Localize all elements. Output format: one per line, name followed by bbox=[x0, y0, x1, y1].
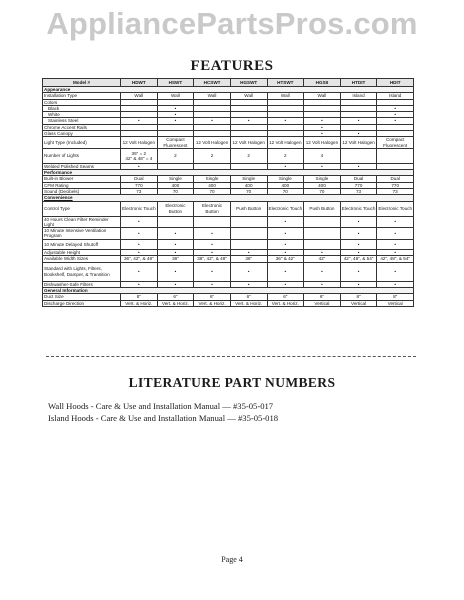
table-cell: • bbox=[340, 118, 377, 124]
table-cell: 70 bbox=[157, 188, 194, 194]
features-table bbox=[42, 78, 414, 307]
table-cell: 400 bbox=[230, 182, 267, 188]
table-cell: 70 bbox=[194, 188, 231, 194]
row-label: Stainless Steel bbox=[43, 118, 121, 124]
table-cell: Single bbox=[194, 176, 231, 182]
table-cell: • bbox=[267, 262, 304, 281]
table-cell: • bbox=[340, 262, 377, 281]
table-cell: Vert. & Horiz. bbox=[267, 300, 304, 306]
table-cell: 42", 48", & 54" bbox=[340, 256, 377, 262]
row-label: Installation Type bbox=[43, 93, 121, 99]
table-cell: • bbox=[340, 163, 377, 169]
row-label: Light Type (Included) bbox=[43, 137, 121, 149]
table-row bbox=[43, 148, 414, 163]
table-cell: 400 bbox=[157, 182, 194, 188]
table-cell bbox=[230, 239, 267, 250]
wall-hoods-manual: Wall Hoods - Care & Use and Installation Manual — #35-05-017 bbox=[48, 401, 274, 411]
table-cell: 70 bbox=[267, 188, 304, 194]
table-cell: • bbox=[267, 216, 304, 228]
table-cell: • bbox=[194, 281, 231, 287]
table-cell: 12 Volt Halogen bbox=[230, 137, 267, 149]
table-cell: • bbox=[267, 228, 304, 240]
section-label: Appearance bbox=[43, 87, 414, 93]
column-header-hswt: HSWT bbox=[157, 79, 194, 87]
table-cell: • bbox=[340, 228, 377, 240]
table-cell: • bbox=[157, 262, 194, 281]
table-cell: Vert. & Horiz. bbox=[194, 300, 231, 306]
table-cell: • bbox=[377, 250, 414, 256]
table-cell: • bbox=[194, 262, 231, 281]
table-cell: 36", 42", & 48" bbox=[194, 256, 231, 262]
table-cell: 2 bbox=[267, 148, 304, 163]
literature-heading: LITERATURE PART NUMBERS bbox=[128, 375, 336, 390]
table-cell: Push Button bbox=[230, 201, 267, 216]
column-header-htdit: HTDIT bbox=[340, 79, 377, 87]
table-cell: • bbox=[304, 130, 341, 136]
table-cell: 73 bbox=[121, 188, 158, 194]
table-cell: 12 Volt Halogen bbox=[121, 137, 158, 149]
table-cell: • bbox=[340, 250, 377, 256]
table-cell: 70 bbox=[230, 188, 267, 194]
table-cell: • bbox=[377, 262, 414, 281]
table-cell: 400 bbox=[304, 182, 341, 188]
table-cell: • bbox=[304, 118, 341, 124]
column-header-hgsii: HGSII bbox=[304, 79, 341, 87]
row-label: Colors bbox=[43, 99, 121, 105]
row-label: Welded Polished Seams bbox=[43, 163, 121, 169]
table-cell: Push Button bbox=[304, 201, 341, 216]
table-cell: Dual bbox=[121, 176, 158, 182]
table-cell: 400 bbox=[194, 182, 231, 188]
table-cell: Dual bbox=[377, 176, 414, 182]
column-header-hcswt: HCSWT bbox=[194, 79, 231, 87]
table-cell: • bbox=[121, 228, 158, 240]
table-cell: 73 bbox=[377, 188, 414, 194]
table-cell bbox=[157, 216, 194, 228]
table-cell: • bbox=[304, 250, 341, 256]
table-cell: • bbox=[157, 105, 194, 111]
row-label: Sound (Decibels) bbox=[43, 188, 121, 194]
table-cell: • bbox=[377, 239, 414, 250]
row-label: Control Type bbox=[43, 201, 121, 216]
table-cell: 2 bbox=[157, 148, 194, 163]
table-row bbox=[43, 201, 414, 216]
table-cell: • bbox=[121, 281, 158, 287]
row-label: Black bbox=[43, 105, 121, 111]
table-cell: Compact Fluorescent bbox=[157, 137, 194, 149]
table-cell: Single bbox=[267, 176, 304, 182]
table-cell: 12 Volt Halogen bbox=[304, 137, 341, 149]
row-label: CFM Rating bbox=[43, 182, 121, 188]
row-label: Available Width Sizes bbox=[43, 256, 121, 262]
table-cell: 400 bbox=[267, 182, 304, 188]
row-label: Number of Lights bbox=[43, 148, 121, 163]
table-cell: Compact Fluorescent bbox=[377, 137, 414, 149]
table-cell: 73 bbox=[340, 188, 377, 194]
table-cell: 6" bbox=[267, 294, 304, 300]
table-cell: 6" bbox=[230, 294, 267, 300]
table-cell: • bbox=[377, 228, 414, 240]
table-cell: 36" bbox=[230, 256, 267, 262]
table-cell: Single bbox=[230, 176, 267, 182]
table-cell: • bbox=[194, 228, 231, 240]
table-cell: • bbox=[157, 239, 194, 250]
table-cell: • bbox=[157, 281, 194, 287]
table-cell: 8" bbox=[340, 294, 377, 300]
column-header-hdit: HDIT bbox=[377, 79, 414, 87]
row-label: Built-in Blower bbox=[43, 176, 121, 182]
table-cell: • bbox=[304, 281, 341, 287]
row-label: 10 Minute Delayed Shutoff bbox=[43, 239, 121, 250]
table-row bbox=[43, 262, 414, 281]
table-cell: 36" bbox=[157, 256, 194, 262]
table-cell: Vertical bbox=[377, 300, 414, 306]
table-cell: • bbox=[121, 216, 158, 228]
table-cell: 4 bbox=[304, 148, 341, 163]
section-label: General Information bbox=[43, 287, 414, 293]
table-cell: • bbox=[121, 163, 158, 169]
table-cell: 6" bbox=[304, 294, 341, 300]
row-label: Standard with Lights, Filters, Bookshelf, Damper, & Transition bbox=[43, 262, 121, 281]
row-label: Adjustable Height bbox=[43, 250, 121, 256]
row-label: Dishwasher-Safe Filters bbox=[43, 281, 121, 287]
section-label: Performance bbox=[43, 170, 414, 176]
table-cell: 12 Volt Halogen bbox=[340, 137, 377, 149]
table-cell: Wall bbox=[230, 93, 267, 99]
table-cell: • bbox=[194, 239, 231, 250]
table-cell: • bbox=[267, 281, 304, 287]
table-cell: 770 bbox=[377, 182, 414, 188]
table-row bbox=[43, 228, 414, 240]
table-cell: Electronic Touch bbox=[121, 201, 158, 216]
table-cell: • bbox=[377, 112, 414, 118]
table-cell: • bbox=[157, 228, 194, 240]
table-cell: Vert. & Horiz. bbox=[157, 300, 194, 306]
table-cell: • bbox=[340, 216, 377, 228]
table-cell bbox=[230, 216, 267, 228]
table-cell: 770 bbox=[340, 182, 377, 188]
table-cell: Electronic Button bbox=[157, 201, 194, 216]
table-cell: Wall bbox=[194, 93, 231, 99]
row-label: 40 Hours Clean Filter Reminder Light bbox=[43, 216, 121, 228]
table-cell: 12 Volt Halogen bbox=[194, 137, 231, 149]
table-cell: Wall bbox=[157, 93, 194, 99]
island-hoods-manual: Island Hoods - Care & Use and Installation Manual — #35-05-018 bbox=[48, 413, 279, 423]
section-divider bbox=[46, 356, 416, 357]
table-cell: • bbox=[267, 250, 304, 256]
table-cell: 6" bbox=[157, 294, 194, 300]
table-cell: 770 bbox=[121, 182, 158, 188]
table-cell bbox=[304, 216, 341, 228]
table-cell: • bbox=[194, 250, 231, 256]
table-cell: Vert. & Horiz. bbox=[121, 300, 158, 306]
table-cell: Electronic Button bbox=[194, 201, 231, 216]
table-cell bbox=[377, 148, 414, 163]
row-label: Duct Size bbox=[43, 294, 121, 300]
table-cell: Electronic Touch bbox=[377, 201, 414, 216]
table-cell: • bbox=[377, 105, 414, 111]
table-cell: Wall bbox=[121, 93, 158, 99]
table-cell: • bbox=[230, 250, 267, 256]
row-label: White bbox=[43, 112, 121, 118]
features-heading: FEATURES bbox=[190, 58, 274, 74]
section-label: Convenience bbox=[43, 195, 414, 201]
table-cell: • bbox=[267, 118, 304, 124]
table-cell: • bbox=[304, 163, 341, 169]
table-cell: • bbox=[194, 118, 231, 124]
table-cell: • bbox=[121, 250, 158, 256]
table-cell: 36", 42", & 48" bbox=[121, 256, 158, 262]
table-cell: 12 Volt Halogen bbox=[267, 137, 304, 149]
row-label: 10 Minute Intensive Ventilation Program bbox=[43, 228, 121, 240]
table-cell: Wall bbox=[304, 93, 341, 99]
table-cell: 8" bbox=[121, 294, 158, 300]
row-label: Glass Canopy bbox=[43, 130, 121, 136]
table-cell: • bbox=[340, 239, 377, 250]
table-cell: • bbox=[157, 118, 194, 124]
page-number: Page 4 bbox=[221, 555, 243, 564]
table-cell bbox=[194, 216, 231, 228]
table-cell: • bbox=[340, 130, 377, 136]
table-cell: • bbox=[377, 118, 414, 124]
table-cell: Single bbox=[157, 176, 194, 182]
table-cell bbox=[304, 239, 341, 250]
column-header-hdwt: HDWT bbox=[121, 79, 158, 87]
table-cell: • bbox=[377, 281, 414, 287]
table-cell: Dual bbox=[340, 176, 377, 182]
table-cell: 6" bbox=[194, 294, 231, 300]
table-cell: 36" = 2 42" & 48" = 4 bbox=[121, 148, 158, 163]
table-cell: 42" bbox=[304, 256, 341, 262]
table-cell: • bbox=[340, 281, 377, 287]
table-cell: • bbox=[121, 239, 158, 250]
features-table-body bbox=[43, 87, 414, 307]
table-cell: 2 bbox=[194, 148, 231, 163]
table-cell: • bbox=[267, 163, 304, 169]
table-cell: 2 bbox=[230, 148, 267, 163]
table-cell: Vertical bbox=[304, 300, 341, 306]
table-cell: Wall bbox=[267, 93, 304, 99]
table-cell: 70 bbox=[304, 188, 341, 194]
column-header-hgswt: HGSWT bbox=[230, 79, 267, 87]
table-cell: Electronic Touch bbox=[267, 201, 304, 216]
table-cell bbox=[230, 228, 267, 240]
table-cell: Single bbox=[304, 176, 341, 182]
table-cell: • bbox=[157, 112, 194, 118]
table-cell: • bbox=[230, 262, 267, 281]
table-cell: Island bbox=[340, 93, 377, 99]
table-cell: • bbox=[230, 281, 267, 287]
table-row bbox=[43, 239, 414, 250]
table-cell bbox=[340, 148, 377, 163]
table-cell: • bbox=[230, 118, 267, 124]
header-row bbox=[43, 79, 414, 87]
table-cell: Island bbox=[377, 93, 414, 99]
column-header-htswt: HTSWT bbox=[267, 79, 304, 87]
table-cell: • bbox=[267, 239, 304, 250]
table-cell: • bbox=[121, 262, 158, 281]
row-label: Discharge Direction bbox=[43, 300, 121, 306]
column-header-model: Model # bbox=[43, 79, 121, 87]
table-row bbox=[43, 300, 414, 306]
row-label: Chrome Accent Rails bbox=[43, 124, 121, 130]
table-cell: • bbox=[377, 216, 414, 228]
table-cell: 36" & 42" bbox=[267, 256, 304, 262]
table-row bbox=[43, 216, 414, 228]
table-cell: • bbox=[157, 250, 194, 256]
table-cell: • bbox=[121, 118, 158, 124]
table-cell: • bbox=[304, 124, 341, 130]
table-cell bbox=[304, 228, 341, 240]
table-cell: 42", 48", & 54" bbox=[377, 256, 414, 262]
features-table-container bbox=[42, 78, 414, 307]
table-row bbox=[43, 137, 414, 149]
table-cell: Vertical bbox=[340, 300, 377, 306]
table-cell: 8" bbox=[377, 294, 414, 300]
table-cell: • bbox=[304, 262, 341, 281]
table-cell: Vert. & Horiz. bbox=[230, 300, 267, 306]
watermark-logo: AppliancePartsPros.com bbox=[46, 6, 418, 41]
table-cell: Electronic Touch bbox=[340, 201, 377, 216]
